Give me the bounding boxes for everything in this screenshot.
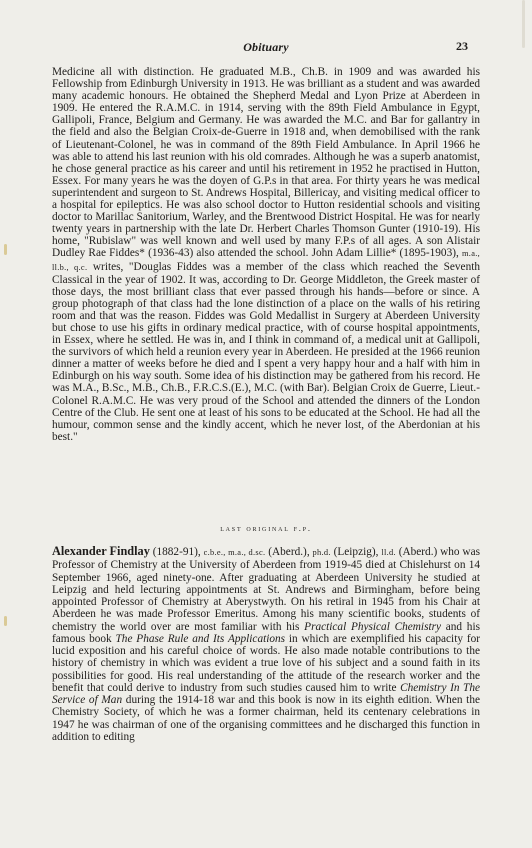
page-edge-shadow (522, 0, 525, 48)
paragraph-text: (Leipzig), (330, 546, 382, 558)
paragraph-text: and his famous book (52, 620, 480, 645)
paragraph-text: (Aberd.), (265, 546, 313, 558)
running-header-title: Obituary (243, 40, 289, 54)
page-number: 23 (456, 39, 468, 53)
degree-smallcaps: ll.d. (381, 548, 396, 557)
margin-mark (4, 616, 7, 626)
person-name: Alexander Findlay (52, 544, 150, 558)
margin-mark (4, 244, 7, 255)
degree-smallcaps: ph.d. (312, 548, 331, 557)
paragraph-text: (Aberd.) who was Professor of Chemistry at the University of Aberdeen from 1919-45 died at Chislehurst on 14 September 1966, aged ninety-one. After graduating at Aberdeen University he studied at Leipzig and held lecturing appointments at St. Andrews and Birmingham, before being appointed Professor of Chemistry at Aberystwyth. On his retiral in 1945 from his Chair at Aberdeen he was made Professor Emeritus. Among his many scientific books, students of chemistry the world over are most familiar with his (52, 546, 481, 633)
paragraph-text: writes, "Douglas Fiddes was a member of the class which reached the Seventh Classical in the year of 1902. It was, according to Dr. George Middleton, the Greek master of those days, the most brilliant class that ever passed through his hands—before or since. A group photograph of that class had the lone distinction of a place on the walls of his retiring room and that was the reason. Fiddes was Gold Medallist in Surgery at Aberdeen University but chose to use his gifts in ordinary medical practice, with of course hospital appointments, in Essex, where he settled. He was in, and I think in command of, a medical unit at Gallipoli, the survivors of which held a reunion every year in Aberdeen. He presided at the 1966 reunion dinner a matter of weeks before he died and I spent a very happy hour and a half with him in Edinburgh on his way south. Some idea of his distinction may be gathered from his record. He was M.A., B.Sc., M.B., Ch.B., F.R.C.S.(E.), M.C. (with Bar). Belgian Croix de Guerre, Lieut.-Colonel R.A.M.C. He was very proud of the School and attended the dinners of the London Centre of the Club. He sent one at least of his sons to be educated at the School. He had all the humour, common sense and the kindly accent, which he never lost, of the Aberdonian at his best." (52, 260, 480, 443)
paragraph-text: in which are exemplified his capacity for lucid exposition and his careful choice of words. He also made notable contributions to the history of chemistry in which was evident a true love of his subject and a sound faith in its possibilities for good. His real understanding of the attitude of the research worker and the benefit that could derive to industry from such studies caused him to write (52, 632, 480, 694)
book-title: Chemistry In The Service of Man (52, 681, 480, 706)
degree-smallcaps: c.b.e., m.a., d.sc. (203, 548, 266, 557)
book-title: The Phase Rule and Its Applications (115, 632, 286, 645)
obituary-paragraph-findlay (52, 545, 480, 743)
degree-smallcaps: m.a., ll.b., q.c. (52, 249, 480, 272)
paragraph-text: Medicine all with distinction. He graduated M.B., Ch.B. in 1909 and was awarded his Fellowship from Edinburgh University in 1913. He was brilliant as a student and was awarded many academic honours. He obtained the Shepherd Medal and Lyon Prize at Aberdeen in 1909. He entered the R.A.M.C. in 1914, serving with the 89th Field Ambulance in Egypt, Gallipoli, France, Belgium and Germany. He was awarded the M.C. and Bar for gallantry in the field and also the Belgian Croix-de-Guerre in 1918 and, when demobilised with the rank of Lieutenant-Colonel, he was in command of the 89th Field Ambulance. In April 1966 he was able to attend his last reunion with his old comrades. Although he was a superb anatomist, he chose general practice as his career and until his retirement in 1952 he practised in Hutton, Essex. For many years he was the doyen of G.P.s in that area. For thirty years he was medical superintendent and surgeon to St. Andrews Hospital, Billericay, and visiting medical officer to a hospital for epileptics. He was also school doctor to Hutton residential schools and visiting doctor to Marillac Sanitorium, Warley, and the Brentwood District Hospital. He was for nearly twenty years in partnership with the late Dr. Herbert Charles Thomson Gunter (1910-19). His home, "Rubislaw" was well known and well used by many F.P.s of all ages. A son Alistair Dudley Rae Fiddes* (1936-43) also attended the school. John Adam Lillie* (1895-1903), (52, 66, 480, 260)
section-heading: last original f.p. (220, 523, 312, 533)
paragraph-text: during the 1914-18 war and this book is now in its eighth edition. When the Chemistry Society, of which he was a former chairman, held its centenary celebrations in 1947 he was chairman of one of the organising committees and he discharged this function in addition to editing (52, 694, 480, 743)
paragraph-text: (1882-91), (149, 546, 204, 558)
obituary-paragraph-fiddes (52, 66, 480, 443)
book-title: Practical Physical Chemistry (304, 620, 442, 633)
